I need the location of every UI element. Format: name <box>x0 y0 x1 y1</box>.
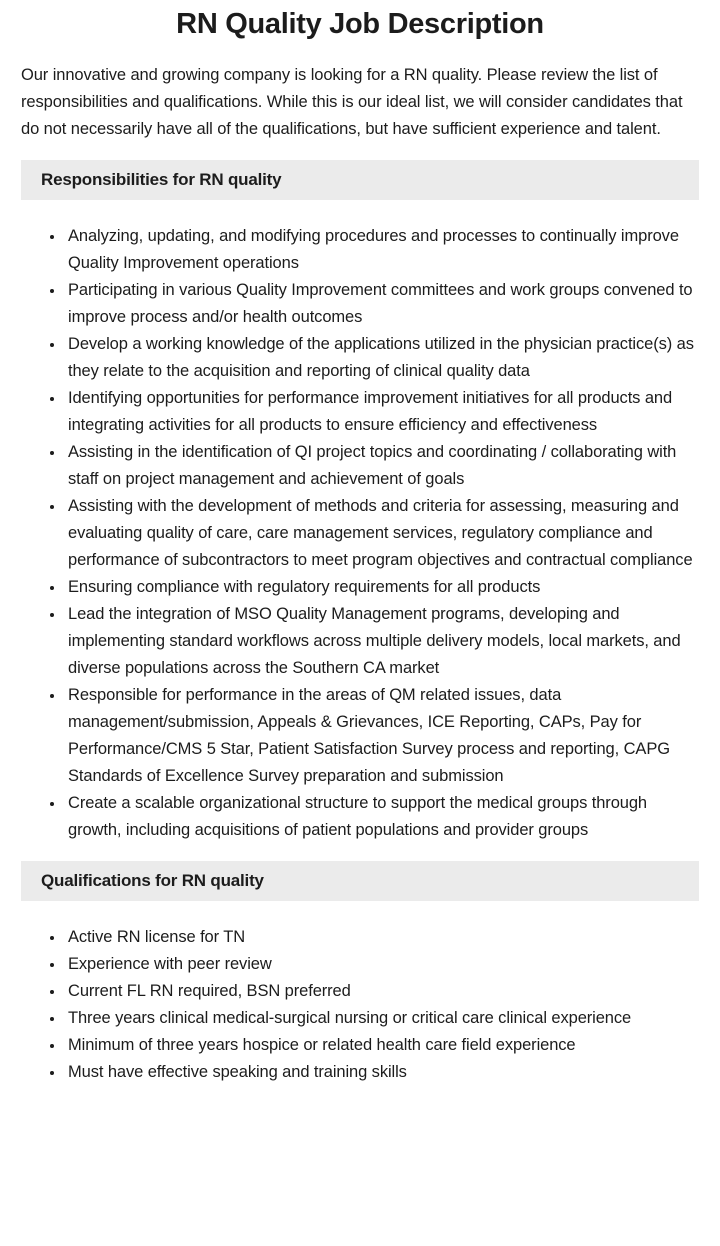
page-title: RN Quality Job Description <box>176 8 544 40</box>
list-item: • Experience with peer review <box>65 951 699 978</box>
list-item: • Ensuring compliance with regulatory requirements for all products <box>65 574 699 601</box>
list-item: • Must have effective speaking and training skills <box>65 1059 699 1086</box>
list-item: • Active RN license for TN <box>65 924 699 951</box>
list-item: • Create a scalable organizational structure to support the medical groups through growth, including acquisitions of patient populations and provider groups <box>65 790 699 844</box>
list-item: • Develop a working knowledge of the applications utilized in the physician practice(s) as they relate to the acquisition and reporting of clinical quality data <box>65 331 699 385</box>
list-item: • Three years clinical medical-surgical nursing or critical care clinical experience <box>65 1005 699 1032</box>
qualifications-heading: Qualifications for RN quality <box>21 861 699 901</box>
qualifications-list <box>21 924 699 1086</box>
list-item: • Responsible for performance in the areas of QM related issues, data management/submission, Appeals & Grievances, ICE Reporting, CAPs, Pay for Performance/CMS 5 Star, Patient Satisfaction Survey process and reporting, CAPG Standards of Excellence Survey preparation and submission <box>65 682 699 790</box>
intro-paragraph: Our innovative and growing company is looking for a RN quality. Please review the list of responsibilities and qualifications. While this is our ideal list, we will consider candidates that do not necessarily have all of the qualifications, but have sufficient experience and talent. <box>21 66 683 138</box>
list-item: • Minimum of three years hospice or related health care field experience <box>65 1032 699 1059</box>
list-item: • Participating in various Quality Improvement committees and work groups convened to improve process and/or health outcomes <box>65 277 699 331</box>
list-item: • Assisting in the identification of QI project topics and coordinating / collaborating with staff on project management and achievement of goals <box>65 439 699 493</box>
responsibilities-list <box>21 223 699 844</box>
list-item: • Identifying opportunities for performance improvement initiatives for all products and integrating activities for all products to ensure efficiency and effectiveness <box>65 385 699 439</box>
list-item: • Analyzing, updating, and modifying procedures and processes to continually improve Quality Improvement operations <box>65 223 699 277</box>
list-item: • Current FL RN required, BSN preferred <box>65 978 699 1005</box>
responsibilities-heading: Responsibilities for RN quality <box>21 160 699 200</box>
list-item: • Lead the integration of MSO Quality Management programs, developing and implementing standard workflows across multiple delivery models, local markets, and diverse populations across the Southern CA market <box>65 601 699 682</box>
responsibilities-section <box>21 160 699 844</box>
qualifications-section <box>21 861 699 1086</box>
list-item: • Assisting with the development of methods and criteria for assessing, measuring and evaluating quality of care, care management services, regulatory compliance and performance of subcontractors to meet program objectives and contractual compliance <box>65 493 699 574</box>
